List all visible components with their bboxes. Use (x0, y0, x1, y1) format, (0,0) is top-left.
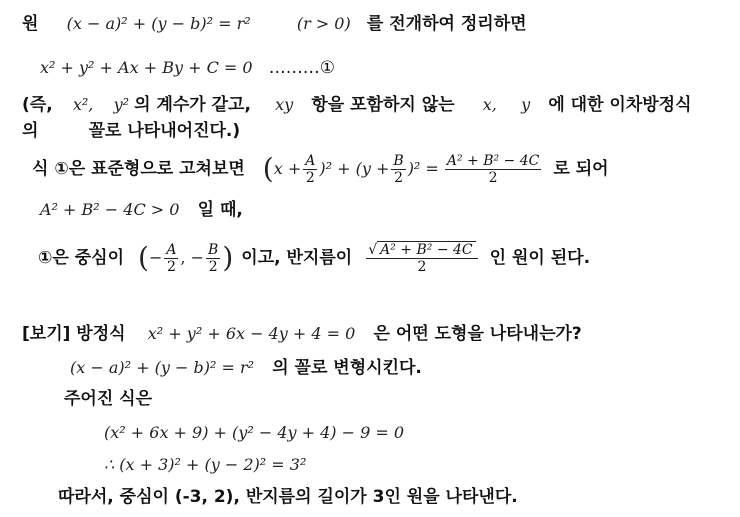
math-comma-minus: , − (180, 248, 205, 267)
text-expand: 를 전개하여 정리하면 (366, 14, 527, 34)
text-no-term: 항을 포함하지 않는 (311, 95, 455, 115)
fraction-denominator: 2 (488, 169, 498, 186)
equation-condition: (r > 0) (296, 14, 351, 33)
text-radius-is: 이고, 반지름이 (241, 247, 353, 268)
paren-open: ( (138, 241, 149, 274)
line-7 (38, 236, 590, 280)
example-question (22, 326, 582, 343)
sqrt-sign: √ (368, 241, 378, 258)
equation-label-1: ………① (268, 58, 336, 78)
text-form-note: 꼴로 나타내어진다.) (88, 121, 241, 141)
line-5 (32, 149, 609, 189)
text-becomes: 로 되어 (553, 158, 609, 179)
equation-completed-square: (x² + 6x + 9) + (y² − 4y + 4) − 9 = 0 (104, 423, 405, 442)
fraction-numerator: B (393, 152, 404, 169)
equation-positive-condition: A² + B² − 4C > 0 (40, 200, 180, 219)
example-step-3 (104, 425, 404, 441)
equation-result: ∴ (x + 3)² + (y − 2)² = 3² (104, 455, 307, 474)
text-note-open: (즉, (22, 95, 53, 115)
equation-general-form: x² + y² + Ax + By + C = 0 (40, 58, 253, 77)
fraction-b-over-2 (391, 154, 405, 185)
fraction-numerator (366, 243, 477, 259)
fraction-denominator: 2 (417, 258, 427, 275)
fraction-denominator: 2 (166, 258, 176, 275)
text-example-question: 은 어떤 도형을 나타내는가? (373, 324, 582, 344)
text-when: 일 때, (197, 200, 243, 220)
math-square-equals: )² = (407, 159, 439, 178)
line-6 (40, 202, 243, 219)
fraction-denominator: 2 (208, 258, 218, 275)
math-square-plus: )² + ( (319, 159, 362, 178)
fraction-numerator: A (305, 152, 316, 169)
fraction-numerator: A (166, 241, 177, 258)
text-given-equation: 주어진 식은 (64, 389, 153, 409)
text-standardize: 식 ①은 표준형으로 고쳐보면 (32, 158, 245, 179)
fraction-numerator: B (208, 241, 219, 258)
example-step-1 (70, 360, 422, 377)
text-won: 원 (22, 14, 39, 34)
math-y-plus: y + (361, 159, 390, 178)
math-minus: − (148, 248, 163, 267)
math-x-plus: x + (273, 159, 302, 178)
example-step-4 (104, 457, 306, 473)
fraction-a-over-2 (303, 154, 317, 185)
math-x-squared: x², (72, 95, 94, 114)
math-x: x, (482, 95, 497, 114)
text-center-is: ①은 중심이 (38, 247, 124, 268)
sqrt-radicand: A² + B² − 4C (377, 241, 476, 258)
example-step-2 (64, 391, 152, 408)
text-of: 의 (22, 121, 39, 141)
fraction-denominator: 2 (394, 169, 403, 186)
math-y-squared: y² (113, 95, 130, 114)
equation-standard-form: (x − a)² + (y − b)² = r² (70, 358, 255, 377)
fraction-numerator: A² + B² − 4C (446, 152, 540, 169)
text-conclusion: 따라서, 중심이 (-3, 2), 반지름의 길이가 3인 원을 나타낸다. (58, 487, 518, 507)
fraction-radius-squared (445, 154, 542, 185)
text-quadratic: 에 대한 이차방정식 (548, 95, 692, 115)
equation-circle-standard: (x − a)² + (y − b)² = r² (66, 14, 251, 33)
line-1 (22, 16, 527, 33)
fraction-center-x (164, 243, 178, 274)
equation-example: x² + y² + 6x − 4y + 4 = 0 (147, 324, 356, 343)
example-conclusion (58, 489, 518, 506)
line-3 (22, 97, 692, 114)
text-coef-same: 의 계수가 같고, (134, 95, 251, 115)
math-y: y (521, 95, 531, 114)
text-transform: 의 꼴로 변형시킨다. (272, 358, 422, 378)
text-example-label: [보기] 방정식 (22, 324, 126, 344)
fraction-denominator: 2 (305, 169, 315, 186)
fraction-radius (366, 243, 477, 274)
line-4 (22, 123, 240, 140)
math-xy: xy (275, 95, 294, 114)
paren-close: ) (222, 241, 234, 274)
line-2 (40, 60, 335, 77)
fraction-center-y (206, 243, 220, 274)
paren-open: ( (262, 152, 274, 185)
text-circle-becomes: 인 원이 된다. (489, 247, 591, 268)
